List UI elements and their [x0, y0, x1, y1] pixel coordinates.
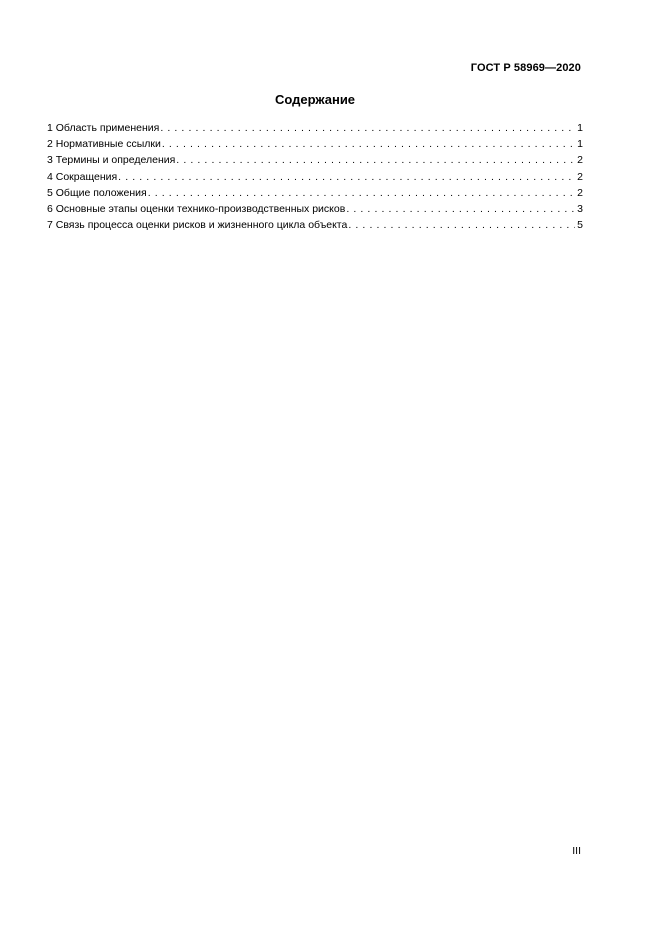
toc-title: Содержание [274, 92, 356, 107]
page-number: III [572, 845, 581, 857]
toc-entry[interactable] [47, 217, 583, 233]
table-of-contents [47, 120, 583, 233]
toc-entry-label: 4 Сокращения [47, 170, 118, 183]
toc-entry-label: 6 Основные этапы оценки технико-производственных рисков [47, 202, 346, 215]
toc-entry-page: 1 [577, 122, 583, 134]
toc-entry[interactable] [47, 136, 583, 152]
toc-entry-label: 3 Термины и определения [47, 154, 176, 167]
toc-entry-label: 1 Область применения [47, 122, 160, 134]
toc-entry-label: 2 Нормативные ссылки [47, 138, 161, 151]
toc-leader-dots [148, 185, 575, 201]
toc-leader-dots [176, 152, 575, 168]
toc-entry-page: 2 [577, 186, 583, 199]
document-standard-id: ГОСТ Р 58969—2020 [470, 62, 581, 74]
toc-leader-dots [160, 120, 575, 136]
toc-entry-label: 5 Общие положения [47, 186, 147, 199]
toc-entry[interactable] [47, 152, 583, 168]
toc-leader-dots [118, 169, 575, 185]
toc-leader-dots [346, 201, 575, 217]
toc-entry[interactable] [47, 169, 583, 185]
toc-entry[interactable] [47, 120, 583, 136]
toc-entry[interactable] [47, 185, 583, 201]
toc-entry-page: 3 [577, 202, 583, 215]
toc-leader-dots [162, 136, 575, 152]
toc-entry[interactable] [47, 201, 583, 217]
toc-entry-page: 5 [577, 219, 583, 232]
toc-entry-page: 1 [577, 138, 583, 151]
toc-entry-page: 2 [577, 170, 583, 183]
toc-leader-dots [348, 217, 575, 233]
toc-entry-label: 7 Связь процесса оценки рисков и жизненного цикла объекта [47, 219, 348, 232]
toc-entry-page: 2 [577, 154, 583, 167]
